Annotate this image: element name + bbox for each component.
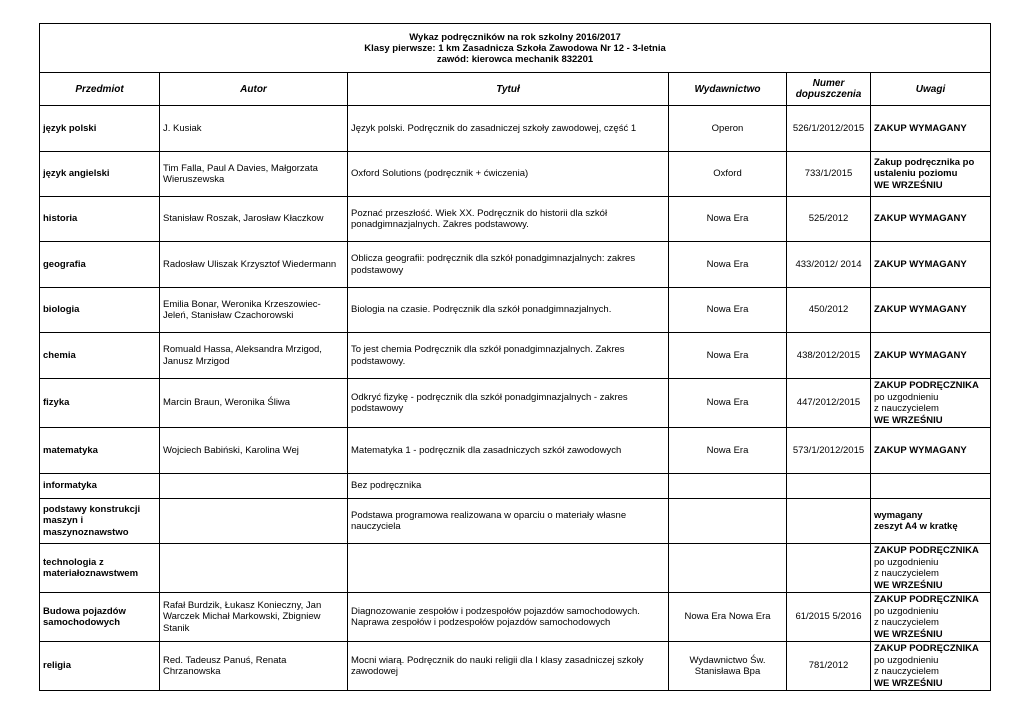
note-line: ustaleniu poziomu xyxy=(874,168,958,180)
note-line: WE WRZEŚNIU xyxy=(874,628,943,640)
author-cell xyxy=(160,499,348,544)
number-cell: 61/2015 5/2016 xyxy=(787,593,871,642)
note-line: po uzgodnieniu xyxy=(874,605,939,617)
title-cell: Odkryć fizykę - podręcznik dla szkół ponadgimnazjalnych - zakres podstawowy xyxy=(348,379,669,428)
note-line: zeszyt A4 w kratkę xyxy=(874,521,958,532)
note-line: ZAKUP WYMAGANY xyxy=(874,122,967,134)
note-line: WE WRZEŚNIU xyxy=(874,579,943,591)
number-cell: 525/2012 xyxy=(787,197,871,242)
notes-cell xyxy=(871,242,991,288)
publisher-cell: Wydawnictwo Św. Stanisława Bpa xyxy=(669,642,787,691)
note-line: z nauczycielem xyxy=(874,568,939,579)
title-cell: Diagnozowanie zespołów i podzespołów pojazdów samochodowych. Naprawa zespołów i podzespołów pojazdów samochodowych xyxy=(348,593,669,642)
number-cell xyxy=(787,499,871,544)
title-line-3: zawód: kierowca mechanik 832201 xyxy=(436,53,594,65)
table-row xyxy=(40,593,991,642)
publisher-cell: Nowa Era xyxy=(669,288,787,333)
author-cell xyxy=(160,474,348,499)
note-line: ZAKUP PODRĘCZNIKA xyxy=(874,594,979,605)
subject-cell: biologia xyxy=(40,288,160,333)
author-cell: Tim Falla, Paul A Davies, Małgorzata Wieruszewska xyxy=(160,152,348,197)
header-author: Autor xyxy=(160,73,348,106)
publisher-cell: Nowa Era Nowa Era xyxy=(669,593,787,642)
publisher-cell: Nowa Era xyxy=(669,333,787,379)
subject-cell: Budowa pojazdów samochodowych xyxy=(40,593,160,642)
subject-cell: podstawy konstrukcji maszyn i maszynoznawstwo xyxy=(40,499,160,544)
publisher-cell: Operon xyxy=(669,106,787,152)
title-cell: Mocni wiarą. Podręcznik do nauki religii dla I klasy zasadniczej szkoły zawodowej xyxy=(348,642,669,691)
notes-cell xyxy=(871,152,991,197)
author-cell: Radosław Uliszak Krzysztof Wiedermann xyxy=(160,242,348,288)
publisher-cell xyxy=(669,499,787,544)
notes-cell xyxy=(871,197,991,242)
document-title xyxy=(40,24,991,73)
note-line: ZAKUP PODRĘCZNIKA xyxy=(874,545,979,556)
publisher-cell: Nowa Era xyxy=(669,379,787,428)
number-cell: 438/2012/2015 xyxy=(787,333,871,379)
note-line: po uzgodnieniu xyxy=(874,654,939,666)
number-cell: 573/1/2012/2015 xyxy=(787,428,871,474)
table-row xyxy=(40,379,991,428)
note-line: ZAKUP PODRĘCZNIKA xyxy=(874,380,979,391)
author-cell: J. Kusiak xyxy=(160,106,348,152)
publisher-cell xyxy=(669,544,787,593)
notes-cell xyxy=(871,106,991,152)
number-cell: 526/1/2012/2015 xyxy=(787,106,871,152)
number-cell xyxy=(787,474,871,499)
author-cell: Wojciech Babiński, Karolina Wej xyxy=(160,428,348,474)
header-number xyxy=(787,73,871,106)
publisher-cell xyxy=(669,474,787,499)
table-row xyxy=(40,474,991,499)
note-line: z nauczycielem xyxy=(874,666,939,677)
header-row xyxy=(40,73,991,106)
notes-cell xyxy=(871,593,991,642)
subject-cell: fizyka xyxy=(40,379,160,428)
textbook-list-table xyxy=(39,23,991,691)
title-line-2: Klasy pierwsze: 1 km Zasadnicza Szkoła Zawodowa Nr 12 - 3-letnia xyxy=(364,42,666,54)
table-row xyxy=(40,197,991,242)
subject-cell: geografia xyxy=(40,242,160,288)
table-row xyxy=(40,499,991,544)
title-cell: Oblicza geografii: podręcznik dla szkół ponadgimnazjalnych: zakres podstawowy xyxy=(348,242,669,288)
header-publisher: Wydawnictwo xyxy=(669,73,787,106)
author-cell: Marcin Braun, Weronika Śliwa xyxy=(160,379,348,428)
header-subject: Przedmiot xyxy=(40,73,160,106)
note-line: ZAKUP PODRĘCZNIKA xyxy=(874,643,979,654)
notes-cell xyxy=(871,499,991,544)
notes-cell xyxy=(871,288,991,333)
table-body xyxy=(40,106,991,691)
title-cell: Matematyka 1 - podręcznik dla zasadniczych szkół zawodowych xyxy=(348,428,669,474)
author-cell: Emilia Bonar, Weronika Krzeszowiec-Jeleń, Stanisław Czachorowski xyxy=(160,288,348,333)
title-cell: To jest chemia Podręcznik dla szkół ponadgimnazjalnych. Zakres podstawowy. xyxy=(348,333,669,379)
table-row xyxy=(40,544,991,593)
notes-cell xyxy=(871,379,991,428)
note-line: z nauczycielem xyxy=(874,403,939,414)
number-cell: 447/2012/2015 xyxy=(787,379,871,428)
author-cell: Red. Tadeusz Panuś, Renata Chrzanowska xyxy=(160,642,348,691)
number-cell: 433/2012/ 2014 xyxy=(787,242,871,288)
table-row xyxy=(40,152,991,197)
title-cell: Oxford Solutions (podręcznik + ćwiczenia) xyxy=(348,152,669,197)
header-number-line-1: Numer xyxy=(812,78,845,89)
header-notes: Uwagi xyxy=(871,73,991,106)
publisher-cell: Nowa Era xyxy=(669,197,787,242)
subject-cell: religia xyxy=(40,642,160,691)
note-line: WE WRZEŚNIU xyxy=(874,677,943,689)
note-line: ZAKUP WYMAGANY xyxy=(874,444,967,456)
title-cell: Poznać przeszłość. Wiek XX. Podręcznik do historii dla szkół ponadgimnazjalnych. Zakres podstawowy. xyxy=(348,197,669,242)
notes-cell xyxy=(871,642,991,691)
table-row xyxy=(40,428,991,474)
note-line: ZAKUP WYMAGANY xyxy=(874,258,967,270)
number-cell xyxy=(787,544,871,593)
number-cell: 733/1/2015 xyxy=(787,152,871,197)
publisher-cell: Oxford xyxy=(669,152,787,197)
subject-cell: chemia xyxy=(40,333,160,379)
table-row xyxy=(40,642,991,691)
title-line-1: Wykaz podręczników na rok szkolny 2016/2017 xyxy=(409,31,621,43)
note-line: po uzgodnieniu xyxy=(874,556,939,568)
subject-cell: informatyka xyxy=(40,474,160,499)
note-line: ZAKUP WYMAGANY xyxy=(874,349,967,361)
notes-cell xyxy=(871,333,991,379)
note-line: z nauczycielem xyxy=(874,617,939,628)
author-cell: Rafał Burdzik, Łukasz Konieczny, Jan Warczek Michał Markowski, Zbigniew Stanik xyxy=(160,593,348,642)
header-title: Tytuł xyxy=(348,73,669,106)
subject-cell: technologia z materiałoznawstwem xyxy=(40,544,160,593)
notes-cell xyxy=(871,428,991,474)
title-cell: Język polski. Podręcznik do zasadniczej szkoły zawodowej, część 1 xyxy=(348,106,669,152)
author-cell: Stanisław Roszak, Jarosław Kłaczkow xyxy=(160,197,348,242)
header-number-line-2: dopuszczenia xyxy=(795,89,862,100)
note-line: wymagany xyxy=(874,509,923,521)
publisher-cell: Nowa Era xyxy=(669,428,787,474)
note-line: ZAKUP WYMAGANY xyxy=(874,304,967,316)
table-row xyxy=(40,106,991,152)
notes-cell xyxy=(871,474,991,499)
title-cell: Bez podręcznika xyxy=(348,474,669,499)
number-cell: 781/2012 xyxy=(787,642,871,691)
notes-cell xyxy=(871,544,991,593)
number-cell: 450/2012 xyxy=(787,288,871,333)
subject-cell: matematyka xyxy=(40,428,160,474)
author-cell xyxy=(160,544,348,593)
note-line: po uzgodnieniu xyxy=(874,391,939,403)
note-line: WE WRZEŚNIU xyxy=(874,179,943,191)
table-row xyxy=(40,242,991,288)
author-cell: Romuald Hassa, Aleksandra Mrzigod, Janusz Mrzigod xyxy=(160,333,348,379)
table-row xyxy=(40,288,991,333)
subject-cell: język polski xyxy=(40,106,160,152)
note-line: Zakup podręcznika po xyxy=(874,156,975,168)
note-line: WE WRZEŚNIU xyxy=(874,414,943,426)
publisher-cell: Nowa Era xyxy=(669,242,787,288)
title-cell: Biologia na czasie. Podręcznik dla szkół ponadgimnazjalnych. xyxy=(348,288,669,333)
table-row xyxy=(40,333,991,379)
note-line: ZAKUP WYMAGANY xyxy=(874,213,967,225)
title-cell: Podstawa programowa realizowana w oparciu o materiały własne nauczyciela xyxy=(348,499,669,544)
subject-cell: historia xyxy=(40,197,160,242)
title-cell xyxy=(348,544,669,593)
subject-cell: język angielski xyxy=(40,152,160,197)
